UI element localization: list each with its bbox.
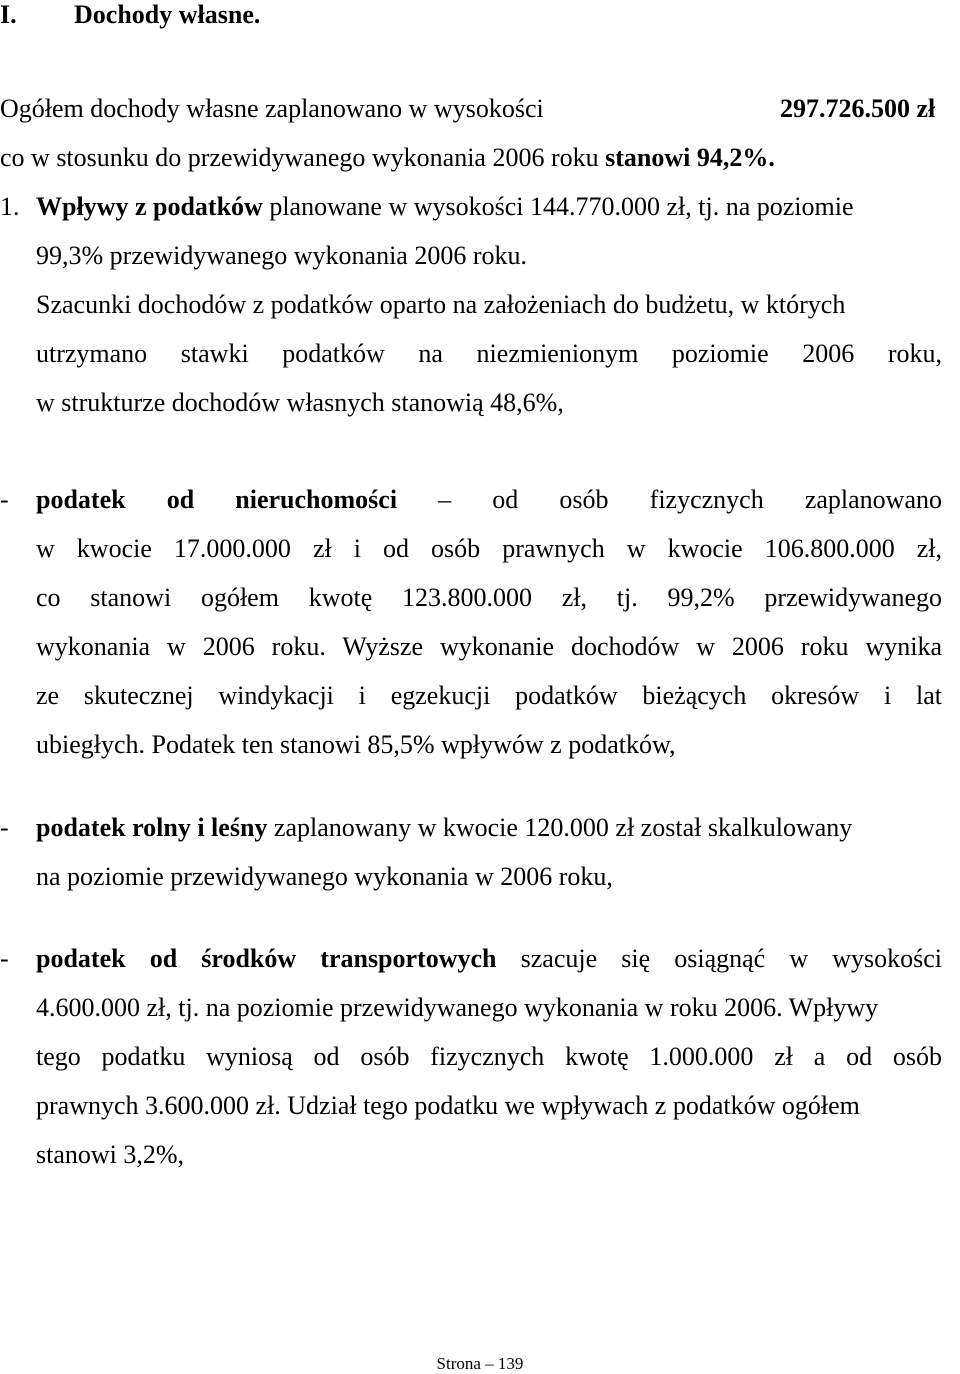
item1-line-5: w strukturze dochodów własnych stanowią 48,6%, [36,388,564,417]
property-tax-text: – od osób fizycznych zaplanowano [397,485,942,514]
item1-line-1 [36,192,854,222]
transport-tax-line-1 [36,944,942,974]
intro-text: Ogółem dochody własne zaplanowano w wysokości [0,94,544,123]
intro-amount: 297.726.500 zł [780,94,936,123]
item1-number: 1. [0,192,20,221]
item1-title: Wpływy z podatków [36,192,263,221]
property-tax-line-6: ubiegłych. Podatek ten stanowi 85,5% wpływów z podatków, [36,730,676,759]
property-tax-line-2: w kwocie 17.000.000 zł i od osób prawnych w kwocie 106.800.000 zł, [36,534,942,563]
property-tax-title: podatek od nieruchomości [36,485,398,514]
intro-line-1 [0,94,544,124]
property-tax-line-3: co stanowi ogółem kwotę 123.800.000 zł, tj. 99,2% przewidywanego [36,583,942,612]
item1-line-3: Szacunki dochodów z podatków oparto na założeniach do budżetu, w których [36,290,846,319]
transport-tax-line-4: prawnych 3.600.000 zł. Udział tego podatku we wpływach z podatków ogółem [36,1091,860,1120]
farm-tax-dash: - [0,813,9,842]
section-title: Dochody własne. [74,0,261,29]
property-tax-dash: - [0,485,9,514]
transport-tax-line-5: stanowi 3,2%, [36,1140,185,1169]
section-heading [0,0,260,30]
item1-line-2: 99,3% przewidywanego wykonania 2006 roku. [36,241,527,270]
transport-tax-title: podatek od środków transportowych [36,944,497,973]
transport-tax-line-3: tego podatku wyniosą od osób fizycznych kwotę 1.000.000 zł a od osób [36,1042,942,1071]
property-tax-line-4: wykonania w 2006 roku. Wyższe wykonanie dochodów w 2006 roku wynika [36,632,942,661]
item1-line-4: utrzymano stawki podatków na niezmienionym poziomie 2006 roku, [36,339,942,368]
property-tax-line-1 [36,485,942,515]
page-number: Strona – 139 [436,1354,524,1373]
section-number: I. [0,0,17,29]
transport-tax-dash: - [0,944,9,973]
intro-percentage: stanowi 94,2%. [605,143,775,172]
property-tax-line-5: ze skutecznej windykacji i egzekucji podatków bieżących okresów i lat [36,681,942,710]
item1-text: planowane w wysokości 144.770.000 zł, tj. na poziomie [262,192,854,221]
farm-tax-title: podatek rolny i leśny [36,813,268,842]
transport-tax-text: szacuje się osiągnąć w wysokości [496,944,942,973]
intro-line-2 [0,143,775,173]
intro-text-2: co w stosunku do przewidywanego wykonania 2006 roku [0,143,606,172]
farm-tax-line-1 [36,813,852,843]
farm-tax-text: zaplanowany w kwocie 120.000 zł został skalkulowany [267,813,853,842]
farm-tax-line-2: na poziomie przewidywanego wykonania w 2006 roku, [36,862,613,891]
transport-tax-line-2: 4.600.000 zł, tj. na poziomie przewidywanego wykonania w roku 2006. Wpływy [36,993,879,1022]
